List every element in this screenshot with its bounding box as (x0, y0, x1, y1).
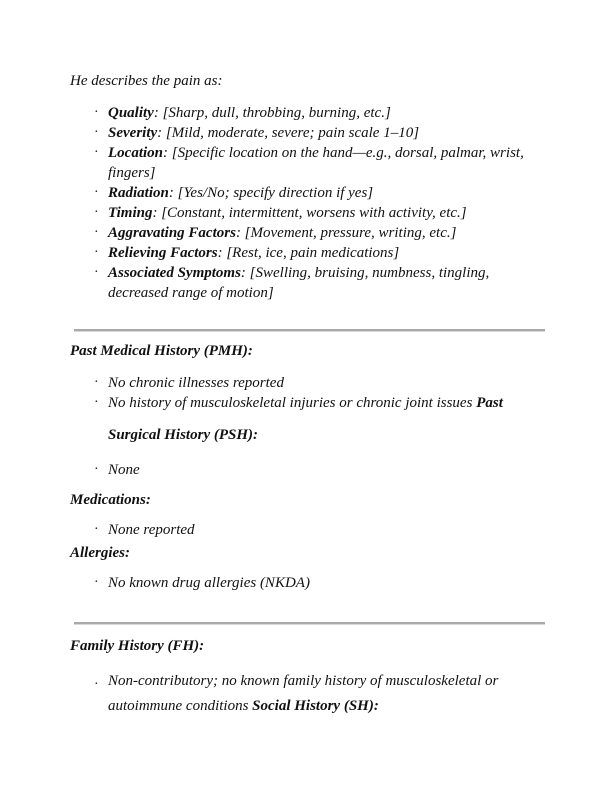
list-item-aggravating-factors (70, 223, 553, 243)
list-item-associated-symptoms (70, 263, 553, 303)
heading-social-history: Social History (SH): (252, 698, 379, 714)
item-detail: : [Sharp, dull, throbbing, burning, etc.] (153, 105, 391, 121)
heading-past-surgical-history: Surgical History (PSH): (108, 427, 259, 443)
item-text: None reported (108, 522, 195, 538)
heading-family-history: Family History (FH): (70, 638, 205, 654)
bullet-icon: · (94, 185, 99, 200)
bullet-icon: · (94, 575, 99, 590)
item-term: Severity (108, 125, 158, 141)
item-term: Associated Symptoms (108, 265, 241, 281)
bullet-icon: · (94, 375, 99, 390)
list-item-radiation (70, 183, 553, 203)
medications-list (70, 520, 553, 540)
list-item-relieving-factors (70, 243, 553, 263)
heading-medications: Medications: (70, 492, 151, 508)
item-text: No history of musculoskeletal injuries or chronic joint issues (108, 395, 477, 411)
bullet-icon: · (94, 245, 99, 260)
list-item-location (70, 143, 553, 183)
bullet-icon: · (94, 395, 99, 410)
bullet-icon: · (94, 522, 99, 537)
item-text: No known drug allergies (NKDA) (108, 575, 310, 591)
list-item-psh-none (70, 460, 553, 480)
list-item-none-reported (70, 520, 553, 540)
item-detail: : [Mild, moderate, severe; pain scale 1–10] (157, 125, 420, 141)
list-item-timing (70, 203, 553, 223)
bullet-icon: · (94, 225, 99, 240)
family-history-list (70, 669, 553, 719)
item-term: Timing (108, 205, 153, 221)
item-detail: : [Constant, intermittent, worsens with activity, etc.] (152, 205, 467, 221)
item-term: Aggravating Factors (108, 225, 236, 241)
allergies-list (70, 573, 553, 593)
bullet-icon: · (94, 105, 99, 120)
heading-past-medical-history: Past Medical History (PMH): (70, 343, 253, 359)
item-detail: : [Swelling, bruising, numbness, tingling, decreased range of motion] (108, 265, 490, 301)
bullet-icon: · (94, 205, 99, 220)
list-item-family-history (70, 669, 553, 719)
item-text: Non-contributory; no known family history of musculoskeletal or autoimmune conditions (108, 673, 499, 714)
bullet-icon: · (94, 145, 99, 160)
intro-paragraph: He describes the pain as: (70, 73, 223, 89)
pmh-list (70, 373, 553, 480)
list-item-nkda (70, 573, 553, 593)
bullet-icon: · (94, 265, 99, 280)
item-detail: : [Yes/No; specify direction if yes] (168, 185, 374, 201)
heading-allergies: Allergies: (70, 545, 130, 561)
section-divider (74, 329, 545, 332)
item-term: Location (108, 145, 163, 161)
item-text: No chronic illnesses reported (108, 375, 284, 391)
pain-characteristics-list (70, 103, 553, 303)
bullet-icon: · (94, 677, 99, 692)
list-item-no-injuries (70, 393, 553, 445)
list-item-quality (70, 103, 553, 123)
item-detail: : [Specific location on the hand—e.g., dorsal, palmar, wrist, fingers] (108, 145, 524, 181)
item-term: Relieving Factors (108, 245, 218, 261)
bullet-icon: · (94, 462, 99, 477)
item-bold-suffix: Past (476, 395, 503, 411)
item-detail: : [Movement, pressure, writing, etc.] (235, 225, 457, 241)
list-item-no-chronic-illnesses (70, 373, 553, 393)
section-divider (74, 622, 545, 625)
item-text: None (108, 462, 140, 478)
item-term: Quality (108, 105, 154, 121)
bullet-icon: · (94, 125, 99, 140)
item-detail: : [Rest, ice, pain medications] (217, 245, 400, 261)
list-item-severity (70, 123, 553, 143)
item-term: Radiation (108, 185, 169, 201)
